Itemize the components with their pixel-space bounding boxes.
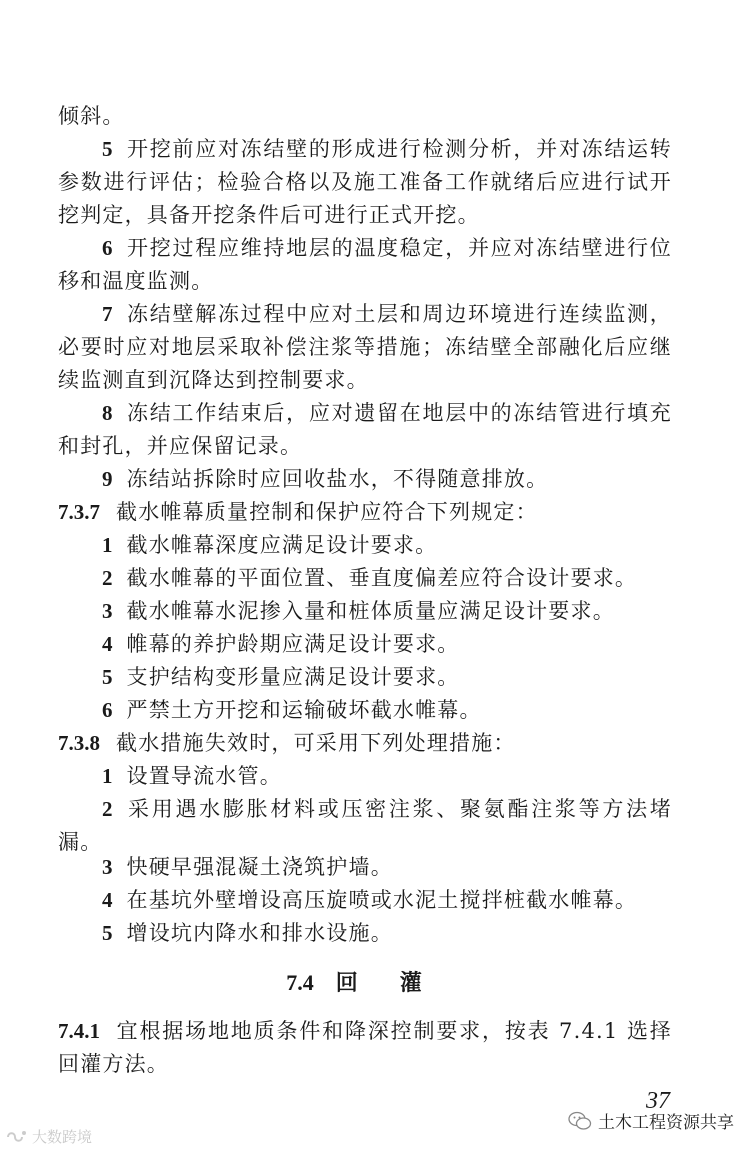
clause-7-3-8 bbox=[58, 727, 672, 760]
item-text: 冻结壁解冻过程中应对土层和周边环境进行连续监测，必要时应对地层采取补偿注浆等措施；冻结壁全部融化后应继续监测直到沉降达到控制要求。 bbox=[58, 302, 672, 392]
item-number: 3 bbox=[102, 855, 113, 879]
item-text: 开挖前应对冻结壁的形成进行检测分析，并对冻结运转参数进行评估；检验合格以及施工准备工作就绪后应进行试开挖判定，具备开挖条件后可进行正式开挖。 bbox=[58, 137, 672, 227]
brand-logo-icon bbox=[6, 1129, 28, 1145]
item-text: 设置导流水管。 bbox=[126, 764, 282, 788]
item-text: 帷幕的养护龄期应满足设计要求。 bbox=[126, 632, 460, 656]
list-item-3b bbox=[58, 851, 672, 884]
section-heading bbox=[0, 966, 750, 997]
list-item-7 bbox=[58, 298, 672, 397]
item-number: 5 bbox=[102, 921, 113, 945]
paragraph: 倾斜。 bbox=[58, 104, 125, 128]
item-number: 5 bbox=[102, 665, 113, 689]
clause-number: 7.3.7 bbox=[58, 500, 100, 524]
item-text: 采用遇水膨胀材料或压密注浆、聚氨酯注浆等方法堵漏。 bbox=[58, 797, 672, 854]
watermark-right bbox=[568, 1108, 734, 1133]
item-text: 冻结工作结束后，应对遗留在地层中的冻结管进行填充和封孔，并应保留记录。 bbox=[58, 401, 672, 458]
item-number: 8 bbox=[102, 401, 113, 425]
item-text: 冻结站拆除时应回收盐水，不得随意排放。 bbox=[126, 467, 549, 491]
list-item-2b bbox=[58, 793, 672, 859]
list-item-3 bbox=[58, 595, 672, 628]
item-number: 7 bbox=[102, 302, 113, 326]
item-number: 2 bbox=[102, 566, 113, 590]
item-text: 严禁土方开挖和运输破坏截水帷幕。 bbox=[126, 698, 482, 722]
section-title: 回灌 bbox=[335, 970, 464, 996]
item-number: 6 bbox=[102, 698, 113, 722]
item-number: 9 bbox=[102, 467, 113, 491]
item-number: 2 bbox=[102, 797, 113, 821]
clause-7-4-1 bbox=[58, 1015, 672, 1081]
item-number: 6 bbox=[102, 236, 113, 260]
list-item-5b bbox=[58, 661, 672, 694]
clause-number: 7.4.1 bbox=[58, 1019, 100, 1043]
item-number: 4 bbox=[102, 632, 113, 656]
item-number: 4 bbox=[102, 888, 113, 912]
item-number: 1 bbox=[102, 764, 113, 788]
list-item-1b bbox=[58, 760, 672, 793]
item-number: 5 bbox=[102, 137, 113, 161]
clause-text: 截水帷幕质量控制和保护应符合下列规定： bbox=[116, 500, 538, 524]
item-text: 开挖过程应维持地层的温度稳定，并应对冻结壁进行位移和温度监测。 bbox=[58, 236, 672, 293]
list-item-4b bbox=[58, 884, 672, 917]
item-text: 截水帷幕水泥掺入量和桩体质量应满足设计要求。 bbox=[126, 599, 615, 623]
page-number: 37 bbox=[646, 1088, 670, 1114]
item-text: 增设坑内降水和排水设施。 bbox=[126, 921, 393, 945]
watermark-left bbox=[6, 1126, 92, 1147]
clause-number: 7.3.8 bbox=[58, 731, 100, 755]
item-text: 在基坑外壁增设高压旋喷或水泥土搅拌桩截水帷幕。 bbox=[126, 888, 638, 912]
list-item-6 bbox=[58, 232, 672, 298]
item-text: 支护结构变形量应满足设计要求。 bbox=[126, 665, 460, 689]
watermark-text: 土木工程资源共享 bbox=[598, 1113, 734, 1133]
list-item-9 bbox=[58, 463, 672, 496]
item-number: 1 bbox=[102, 533, 113, 557]
item-number: 3 bbox=[102, 599, 113, 623]
watermark-text: 大数跨境 bbox=[32, 1128, 93, 1146]
item-text: 快硬早强混凝土浇筑护墙。 bbox=[126, 855, 393, 879]
section-number: 7.4 bbox=[286, 970, 314, 995]
list-item-6b bbox=[58, 694, 672, 727]
clause-7-3-7 bbox=[58, 496, 672, 529]
list-item-5 bbox=[58, 133, 672, 232]
list-item-1 bbox=[58, 529, 672, 562]
list-item-2 bbox=[58, 562, 672, 595]
list-item-5c bbox=[58, 917, 672, 950]
list-item-8 bbox=[58, 397, 672, 463]
clause-text: 宜根据场地地质条件和降深控制要求，按表 7.4.1 选择回灌方法。 bbox=[58, 1019, 672, 1076]
clause-text: 截水措施失效时，可采用下列处理措施： bbox=[116, 731, 516, 755]
list-item-4 bbox=[58, 628, 672, 661]
item-text: 截水帷幕深度应满足设计要求。 bbox=[126, 533, 438, 557]
item-text: 截水帷幕的平面位置、垂直度偏差应符合设计要求。 bbox=[126, 566, 638, 590]
wechat-icon bbox=[568, 1111, 592, 1131]
